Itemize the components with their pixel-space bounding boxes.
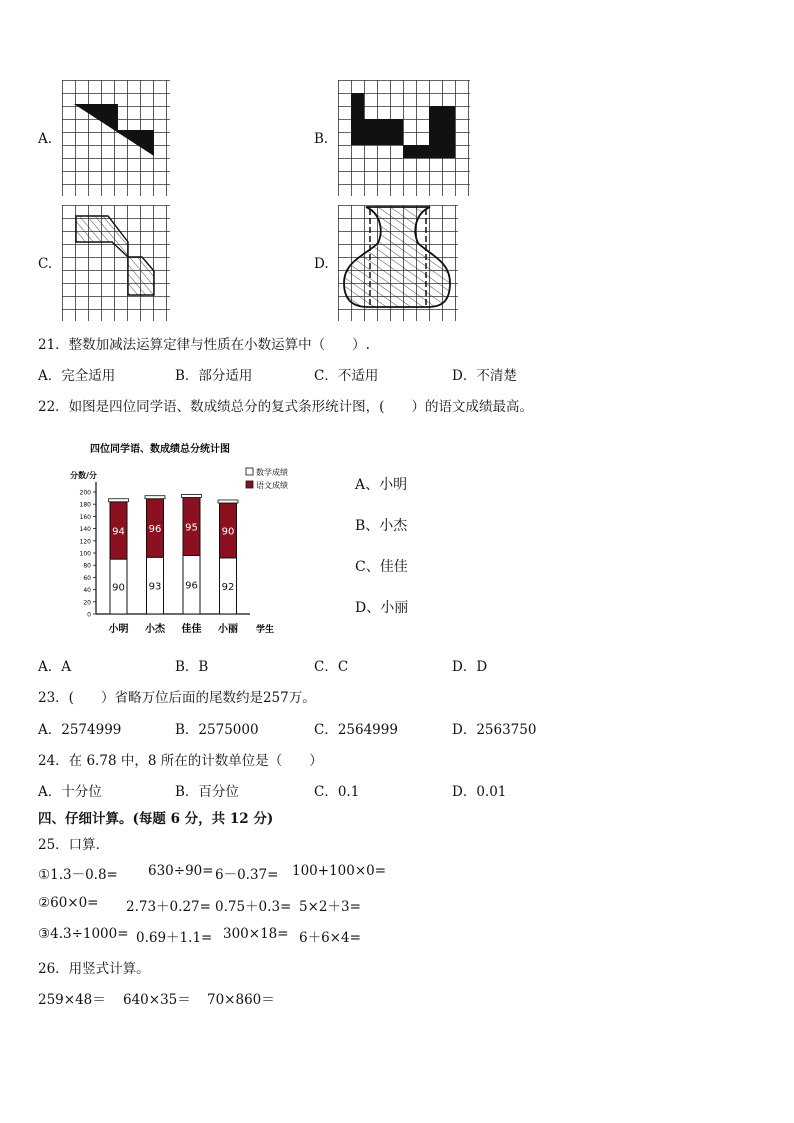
question-23-stem: 23．( ）省略万位后面的尾数约是257万。 [38,690,316,706]
legend-label-math: 数学成绩 [256,468,288,477]
y-tick-label: 120 [79,538,91,546]
y-tick-label: 180 [79,501,91,509]
q21-option-d[interactable]: D．不清楚 [452,368,517,384]
question-26-stem: 26．用竖式计算。 [38,961,150,977]
q22-option-d[interactable]: D．D [452,659,488,675]
grid-figure-b [338,80,470,196]
question-22-stem: 22．如图是四位同学语、数成绩总分的复式条形统计图，( ）的语文成绩最高。 [38,399,533,415]
bar-cap [145,496,165,499]
q22-choice-c[interactable]: C、佳佳 [355,559,408,575]
bar-cap [182,494,202,497]
chart-title: 四位同学语、数成绩总分统计图 [90,444,230,455]
q25-item: 6＋6×4= [299,930,361,946]
q23-option-b[interactable]: B．2575000 [175,722,259,738]
y-tick-label: 140 [79,526,91,534]
y-tick-label: 160 [79,513,91,521]
grid-figure-d [338,205,458,321]
question-21-stem: 21．整数加减法运算定律与性质在小数运算中（ ）. [38,337,370,353]
q25-item: ③4.3÷1000= [38,926,129,942]
bar-cap [218,500,238,503]
q25-item: ①1.3－0.8= [38,867,118,883]
q22-choice-d[interactable]: D、小丽 [355,600,409,616]
data-label-chinese: 90 [221,526,235,538]
y-tick-label: 20 [83,599,91,607]
q21-option-b[interactable]: B．部分适用 [175,368,253,384]
q24-option-d[interactable]: D．0.01 [452,784,507,800]
q26-item: 640×35＝ [123,992,191,1008]
data-label-chinese: 94 [112,526,125,538]
q25-item: ②60×0= [38,895,99,911]
bar-cap [109,499,129,502]
q22-option-a[interactable]: A．A [38,659,71,675]
y-tick-label: 80 [83,562,91,570]
data-label-math: 90 [112,582,125,594]
legend-swatch-math [246,468,253,475]
q21-option-a[interactable]: A．完全适用 [38,368,116,384]
question-24-stem: 24．在 6.78 中，8 所在的计数单位是（ ） [38,753,323,769]
q26-item: 70×860＝ [207,992,275,1008]
q22-option-b[interactable]: B．B [175,659,209,675]
option-b-label[interactable]: B. [314,131,329,147]
q25-item: 630÷90= [148,863,214,879]
y-tick-label: 40 [83,587,91,595]
y-tick-label: 100 [79,550,91,558]
option-d-label[interactable]: D. [314,256,329,272]
q22-choice-b[interactable]: B、小杰 [355,518,408,534]
x-tick-label: 佳佳 [181,624,202,635]
x-tick-label: 小明 [108,624,129,635]
q25-item: 2.73＋0.27= [126,899,211,915]
q25-item: 6－0.37= [215,867,279,883]
q24-option-b[interactable]: B．百分位 [175,784,239,800]
y-tick-label: 200 [79,489,91,497]
q23-option-a[interactable]: A．2574999 [38,722,122,738]
legend-label-chinese: 语文成绩 [256,481,288,490]
x-tick-label: 小杰 [145,624,165,635]
section-heading: 四、仔细计算。(每题 6 分，共 12 分) [38,811,274,827]
option-c-label[interactable]: C. [38,256,53,272]
q25-item: 0.75＋0.3= [215,899,292,915]
q23-option-c[interactable]: C．2564999 [314,722,398,738]
y-tick-label: 60 [83,574,91,582]
q25-item: 5×2＋3= [299,899,361,915]
q26-item: 259×48＝ [38,992,106,1008]
q23-option-d[interactable]: D．2563750 [452,722,537,738]
option-a-label[interactable]: A. [38,131,53,147]
q24-option-c[interactable]: C．0.1 [314,784,360,800]
question-25-stem: 25．口算． [38,837,110,853]
x-tick-label: 小丽 [218,624,238,635]
data-label-chinese: 95 [185,522,198,534]
chart-x-axis-label: 学生 [256,625,275,635]
q25-item: 300×18= [223,926,289,942]
grid-figure-c [62,205,170,321]
legend-swatch-chinese [246,481,253,488]
q22-choice-a[interactable]: A、小明 [355,477,408,493]
data-label-math: 92 [221,581,235,593]
q25-item: 100+100×0= [292,863,387,879]
q21-option-c[interactable]: C．不适用 [314,368,379,384]
q24-option-a[interactable]: A．十分位 [38,784,102,800]
chart-legend [246,467,288,490]
bar-chart [70,438,292,638]
data-label-math: 96 [185,580,198,592]
data-label-chinese: 96 [148,523,162,535]
y-tick-label: 0 [87,611,91,619]
data-label-math: 93 [148,581,162,593]
q22-option-c[interactable]: C．C [314,659,349,675]
grid-figure-a [62,80,170,196]
chart-y-axis-label: 分数/分 [70,471,97,480]
q25-item: 0.69＋1.1= [136,930,213,946]
